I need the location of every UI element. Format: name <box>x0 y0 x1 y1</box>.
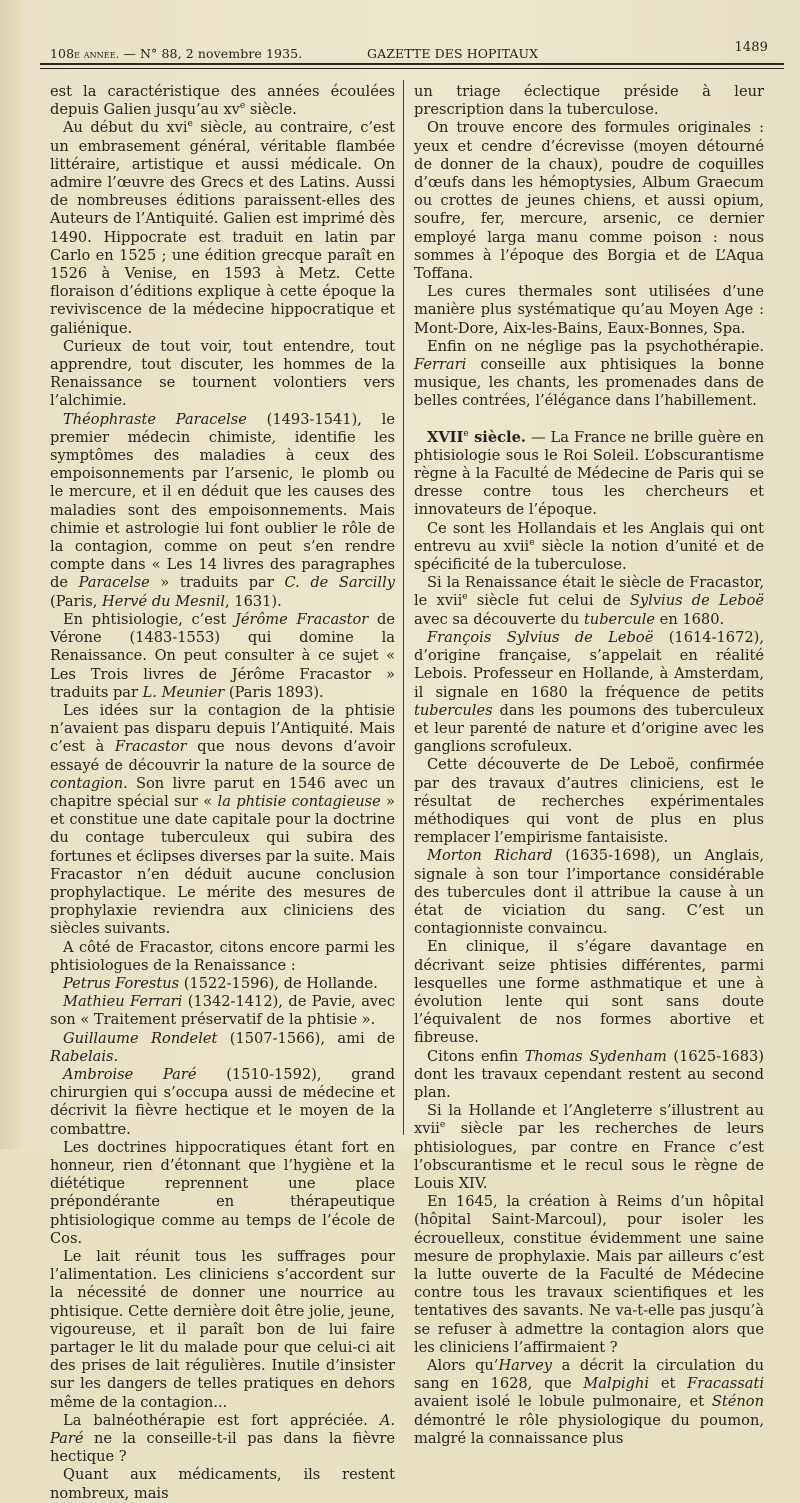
italic-text: Hervé du Mesnil <box>101 592 226 610</box>
italic-text: François Sylvius de Leboë <box>427 628 654 646</box>
italic-text: Jérôme Fracastor <box>235 610 369 628</box>
paragraph <box>50 1412 395 1467</box>
text-run: démontré le rôle physiologique du poumon, malgré la connaissance plus <box>414 1411 764 1447</box>
text-run: siècle. <box>245 101 297 119</box>
italic-text: Thomas Sydenham <box>524 1047 667 1065</box>
italic-text: Paracelse <box>78 574 150 592</box>
text-run: Alors qu’ <box>427 1357 499 1375</box>
italic-text: la phtisie contagieuse <box>217 792 381 810</box>
bold-text: XVII <box>427 428 464 446</box>
text-run: a décrit la circulation du sang en 1628, que <box>414 1357 764 1393</box>
text-run: siècle fut celui de <box>467 592 630 610</box>
text-run: Si la Hollande et l’Angleterre s’illustrent au xvii <box>414 1102 764 1138</box>
text-run: (1510-1592), grand chirurgien qui s’occupa aussi de médecine et décrivit la fièvre hectique et le moyen de la combattre. <box>50 1065 395 1138</box>
superscript: e <box>239 101 246 112</box>
paragraph <box>414 338 764 411</box>
text-run: ne la conseille-t-il pas dans la fièvre hectique ? <box>50 1430 395 1466</box>
italic-text: Petrus Forestus <box>63 974 180 992</box>
page-number: 1489 <box>734 40 768 55</box>
italic-text: Fracastor <box>114 738 187 756</box>
text-run: siècle, au contraire, c’est un embrasement général, véritable flambée littéraire, artistique et aussi médicale. On admire l’œuvre des Grecs et des Latins. Aussi de nombreuses éditions paraissent-elles des Auteurs de l’Antiquité. Galien est imprimé dès 1490. Hippocrate est traduit en latin par Carlo en 1525 ; une édition grecque paraît en 1526 à Venise, en 1593 à Metz. Cette floraison d’éditions explique à cette époque la reviviscence de la médecine hippocratique et galiénique. <box>50 119 396 337</box>
text-run: En clinique, il s’égare davantage en décrivant seize phtisies différentes, parmi lesquelles une forme asthmatique et une à évolution lente qui sont sans doute l’équivalent de nos formes abortive et fibreuse. <box>414 938 764 1047</box>
text-run: dans les poumons des tuberculeux et leur parenté de nature et d’origine avec les ganglions scrofuleux. <box>414 701 764 756</box>
text-run: En phtisiologie, c’est <box>63 610 236 628</box>
superscript: e <box>462 592 468 603</box>
text-run: de Vérone (1483-1553) qui domine la Renaissance. On peut consulter à ce sujet « Les Trois livres de Jérôme Fracastor » traduits par <box>50 610 396 701</box>
text-run: en 1680. <box>655 610 725 628</box>
italic-text: Théophraste Paracelse <box>63 410 247 428</box>
text-run: Quant aux médicaments, ils restent nombreux, mais <box>50 1466 395 1502</box>
text-run: . Son livre parut en 1546 avec un chapitre spécial sur « <box>50 774 395 810</box>
text-run: un triage éclectique préside à leur prescription dans la tuberculose. <box>414 83 764 119</box>
paragraph <box>50 1248 395 1412</box>
paragraph <box>50 83 395 119</box>
text-run: (1614-1672), d’origine française, s’appelait en réalité Lebois. Professeur en Hollande, à Amsterdam, il signale en 1680 la fréquence de petits <box>414 628 764 701</box>
italic-text: tubercule <box>583 610 656 628</box>
italic-text: Ambroise Paré <box>63 1065 197 1083</box>
italic-text: contagion <box>50 774 124 792</box>
paragraph <box>50 611 395 702</box>
paragraph <box>414 119 764 283</box>
paragraph <box>414 938 764 1047</box>
text-run: A côté de Fracastor, citons encore parmi les phtisiologues de la Renaissance : <box>50 938 395 974</box>
text-run: Les cures thermales sont utilisées d’une manière plus systématique qu’au Moyen Age : Mont-Dore, Aix-les-Bains, Eaux-Bonnes, Spa. <box>414 283 764 337</box>
paragraph <box>50 1466 395 1502</box>
text-run: (1635-1698), un Anglais, signale à son tour l’importance considérable des tubercules dont il attribue la cause à un état de viciation du sang. C’est un contagionniste convaincu. <box>414 847 764 938</box>
italic-text: L. Meunier <box>142 683 225 701</box>
paragraph <box>50 939 395 975</box>
paragraph <box>50 702 395 939</box>
text-run: Si la Renaissance était le siècle de Fracastor, le xvii <box>414 574 764 610</box>
italic-text: Fracassati <box>687 1375 765 1393</box>
italic-text: A. Paré <box>50 1411 395 1448</box>
text-run: (1493-1541), le premier médecin chimiste, identifie les symptômes des maladies à ceux des empoisonnements par l’arsenic, le plomb ou le mercure, et il en déduit que les causes des maladies sont des empoisonnements. Mais chimie et astrologie lui font oublier le rôle de la contagion, comme on peut s’en rendre compte dans « Les 14 livres des paragraphes de <box>50 410 395 592</box>
text-run: La balnéothérapie est fort appréciée. <box>63 1411 380 1429</box>
paragraph <box>414 574 764 629</box>
header-rule-thin <box>40 68 784 69</box>
text-run: est la caractéristique des années écoulées depuis Galien jusqu’au xv <box>50 83 395 119</box>
text-run: . <box>113 1047 119 1065</box>
paragraph <box>50 1066 395 1139</box>
paragraph <box>414 83 764 119</box>
text-run: » traduits par <box>149 574 285 592</box>
text-run: (1522-1596), de Hollande. <box>179 974 378 992</box>
italic-text: Harvey <box>498 1357 552 1375</box>
left-column <box>50 83 396 1502</box>
text-run: siècle par les recherches de leurs phtisiologues, par contre en France c’est l’obscurantisme et le recul sous le règne de Louis XIV. <box>414 1120 764 1192</box>
paragraph <box>414 1048 764 1103</box>
paragraph <box>414 1102 764 1193</box>
text-run: avec sa découverte du <box>414 610 584 628</box>
text-run: Cette découverte de De Leboë, confirmée par des travaux d’autres cliniciens, est le résultat de recherches expérimentales méthodiques qui vont de plus en plus remplacer l’empirisme fantaisiste. <box>414 756 764 847</box>
text-run: — La France ne brille guère en phtisiologie sous le Roi Soleil. L’obscurantisme règne à la Faculté de Médecine de Paris qui se dresse contre tous les chercheurs et innovateurs de l’époque. <box>414 428 764 519</box>
header-rule-thick <box>40 63 784 65</box>
paragraph <box>414 847 764 938</box>
superscript: e <box>529 538 535 549</box>
issue-info: 108e année. — N° 88, 2 novembre 1935. <box>50 46 303 61</box>
text-run: En 1645, la création à Reims d’un hôpital (hôpital Saint-Marcoul), pour isoler les écrouelleux, constitue évidemment une saine mesure de prophylaxie. Mais par ailleurs c’est la lutte ouverte de la Faculté de Médecine contre tous les travaux scientifiques et les tentatives des savants. Ne va-t-elle pas jusqu’à se refuser à admettre la contagion alors que les cliniciens l’affirmaient ? <box>414 1193 764 1356</box>
paragraph <box>50 411 395 611</box>
text-run: (1507-1566), ami de <box>217 1029 395 1047</box>
text-run: et <box>649 1375 688 1393</box>
text-run: Curieux de tout voir, tout entendre, tout apprendre, tout discuter, les hommes de la Renaissance se tournent volontiers vers l’alchimie. <box>50 337 395 410</box>
text-run: Les idées sur la contagion de la phtisie n’avaient pas disparu depuis l’Antiquité. Mais c’est à <box>50 701 395 756</box>
paragraph <box>414 756 764 847</box>
italic-text: Ferrari <box>414 356 467 374</box>
paragraph <box>50 993 395 1029</box>
text-run: conseille aux phtisiques la bonne musique, les chants, les promenades dans de belles contrées, l’élégance dans l’habillement. <box>414 356 764 410</box>
text-run: Ce sont les Hollandais et les Anglais qui ont entrevu au xvii <box>414 519 764 555</box>
text-run: Le lait réunit tous les suffrages pour l’alimentation. Les cliniciens s’accordent sur la nécessité de donner une nourrice au phtisique. Cette dernière doit être jolie, jeune, vigoureuse, et il paraît bon de lui faire partager le lit du malade pour que celui-ci ait des prises de lait régulières. Inutile d’insister sur les dangers de telles pratiques en dehors même de la contagion... <box>50 1248 395 1411</box>
text-run: (Paris 1893). <box>224 683 324 701</box>
paragraph <box>50 119 395 337</box>
paragraph <box>50 975 395 993</box>
italic-text: Rabelais <box>50 1047 114 1065</box>
text-run: que nous devons d’avoir essayé de découvrir la nature de la source de <box>50 738 396 774</box>
superscript: e <box>439 1120 446 1131</box>
text-run: Les doctrines hippocratiques étant fort en honneur, rien d’étonnant que l’hygiène et la diététique reprennent une place prépondérante en thérapeutique phtisiologique comme au temps de l’école de Cos. <box>50 1138 395 1247</box>
paragraph <box>414 1357 764 1448</box>
italic-text: Sylvius de Leboë <box>629 592 764 610</box>
right-column <box>414 83 765 1447</box>
text-run: On trouve encore des formules originales : yeux et cendre d’écrevisse (moyen détourné de donner de la chaux), poudre de coquilles d’œufs dans les hémoptysies, Album Graecum ou crottes de jeunes chiens, et aussi opium, soufre, fer, mercure, arsenic, ce dernier employé larga manu comme poison : nous sommes à l’époque des Borgia et de L’Aqua Toffana. <box>414 119 764 283</box>
italic-text: tubercules <box>414 701 493 719</box>
text-run: Citons enfin <box>427 1047 525 1065</box>
paragraph <box>414 1193 764 1357</box>
italic-text: Guillaume Rondelet <box>63 1029 218 1047</box>
text-run: (Paris, <box>50 592 102 610</box>
text-run: avaient isolé le lobule pulmonaire, et <box>414 1393 712 1411</box>
journal-title: GAZETTE DES HOPITAUX <box>367 46 539 61</box>
paragraph <box>414 429 764 520</box>
superscript: e <box>463 428 469 439</box>
superscript: e <box>187 119 193 130</box>
text-run: Au début du xvi <box>63 119 188 137</box>
paragraph <box>50 1139 395 1248</box>
column-divider <box>403 80 404 1135</box>
text-run: (1342-1412), de Pavie, avec son « Traitement préservatif de la phtisie ». <box>50 993 395 1029</box>
paragraph <box>414 283 764 338</box>
paragraph <box>414 629 764 756</box>
italic-text: Malpighi <box>583 1375 650 1393</box>
text-run: Enfin on ne néglige pas la psychothérapie. <box>427 337 764 355</box>
italic-text: Morton Richard <box>427 847 553 865</box>
bold-text: siècle. <box>468 428 526 446</box>
text-run: siècle la notion d’unité et de spécificité de la tuberculose. <box>414 537 764 574</box>
paragraph <box>414 520 764 575</box>
page-header <box>42 40 780 62</box>
italic-text: C. de Sarcilly <box>284 574 396 592</box>
italic-text: Mathieu Ferrari <box>63 993 183 1011</box>
text-run: » et constitue une date capitale pour la doctrine du contage tuberculeux qui subira des fortunes et éclipses diverses par la suite. Mais Fracastor n’en déduit aucune conclusion prophylactique. Le mérite des mesures de prophylaxie reviendra aux cliniciens des siècles suivants. <box>50 792 395 938</box>
paragraph <box>50 1030 395 1066</box>
italic-text: Sténon <box>711 1393 764 1411</box>
text-run: , 1631). <box>225 592 282 610</box>
paragraph <box>50 338 395 411</box>
text-run: (1625-1683) dont les travaux cependant restent au second plan. <box>414 1047 764 1101</box>
